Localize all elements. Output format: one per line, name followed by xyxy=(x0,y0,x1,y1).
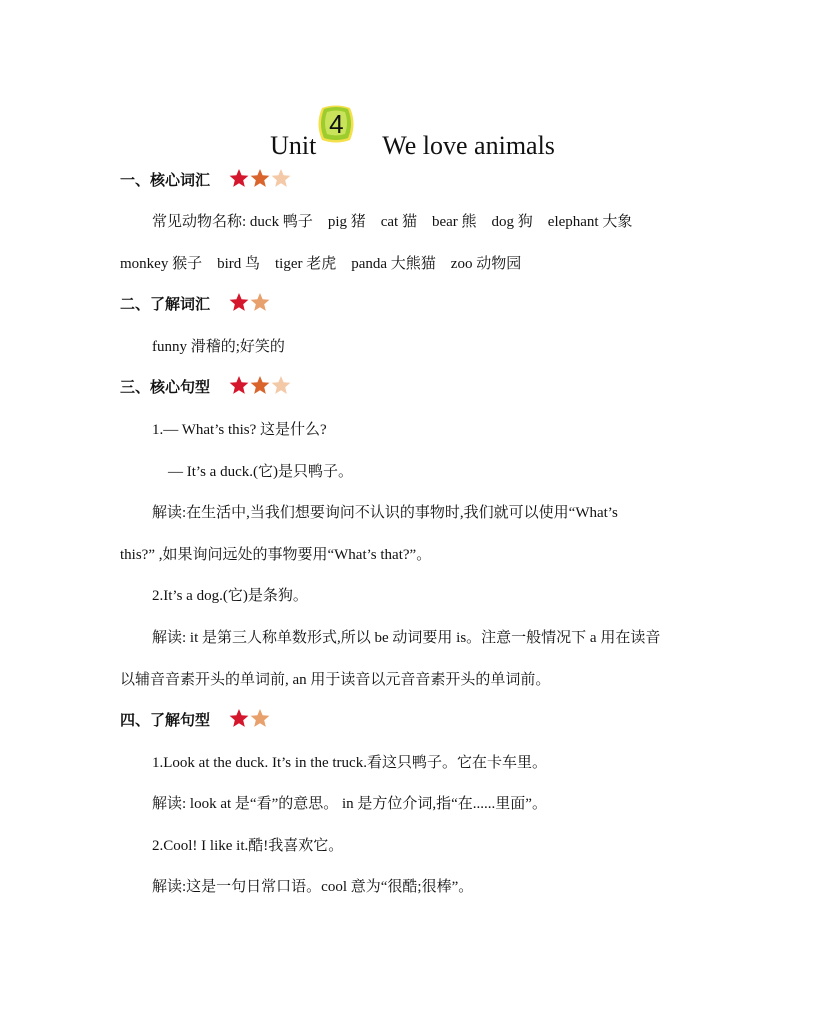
section-heading-label: 三、核心句型 xyxy=(120,378,211,396)
sentence-2: 2.It’s a dog.(它)是条狗。 xyxy=(152,588,308,604)
unit-number-badge xyxy=(316,104,356,144)
sentence-2-explanation-line-2: 以辅音音素开头的单词前, an 用于读音以元音音素开头的单词前。 xyxy=(120,672,551,688)
section-heading-label: 一、核心词汇 xyxy=(120,171,211,189)
extra-sentence-2-explanation: 解读:这是一句日常口语。cool 意为“很酷;很棒”。 xyxy=(152,879,474,895)
section-heading-label: 二、了解词汇 xyxy=(120,295,211,313)
extra-sentence-1-explanation: 解读: look at 是“看”的意思。 in 是方位介词,指“在......里面”。 xyxy=(152,796,547,812)
star-icon xyxy=(229,292,249,312)
unit-prefix: Unit xyxy=(270,131,317,160)
difficulty-stars xyxy=(229,168,292,195)
star-icon xyxy=(229,708,249,728)
star-icon xyxy=(250,168,270,188)
unit-number: 4 xyxy=(329,109,344,139)
sentence-1-explanation-line-2: this?” ,如果询问远处的事物要用“What’s that?”。 xyxy=(120,547,432,563)
section-heading-extra-sentences xyxy=(120,708,271,735)
star-icon xyxy=(229,375,249,395)
difficulty-stars xyxy=(229,375,292,402)
star-icon xyxy=(250,292,270,312)
extra-sentence-2: 2.Cool! I like it.酷!我喜欢它。 xyxy=(152,838,344,854)
extra-sentence-1: 1.Look at the duck. It’s in the truck.看这只鸭子。它在卡车里。 xyxy=(152,755,547,771)
vocab-line-1: 常见动物名称: duck 鸭子 pig 猪 cat 猫 bear 熊 dog 狗 elephant 大象 xyxy=(152,214,633,230)
sentence-1-answer: — It’s a duck.(它)是只鸭子。 xyxy=(168,464,353,480)
star-icon xyxy=(229,168,249,188)
difficulty-stars xyxy=(229,708,271,735)
section-heading-label: 四、了解句型 xyxy=(120,711,211,729)
sentence-1-question: 1.— What’s this? 这是什么? xyxy=(152,422,327,438)
sentence-2-explanation-line-1: 解读: it 是第三人称单数形式,所以 be 动词要用 is。注意一般情况下 a 用在读音 xyxy=(152,630,661,646)
unit-title xyxy=(0,104,825,176)
difficulty-stars xyxy=(229,292,271,319)
section-heading-extra-vocab xyxy=(120,292,271,319)
section-heading-core-sentences xyxy=(120,375,292,402)
star-icon xyxy=(271,375,291,395)
section-heading-core-vocab xyxy=(120,168,292,195)
star-icon xyxy=(250,375,270,395)
vocab-line-2: monkey 猴子 bird 鸟 tiger 老虎 panda 大熊猫 zoo 动物园 xyxy=(120,256,522,272)
sentence-1-explanation-line-1: 解读:在生活中,当我们想要询问不认识的事物时,我们就可以使用“What’s xyxy=(152,505,618,521)
unit-name: We love animals xyxy=(382,131,555,160)
star-icon xyxy=(250,708,270,728)
star-icon xyxy=(271,168,291,188)
extra-vocab-line: funny 滑稽的;好笑的 xyxy=(152,339,285,355)
